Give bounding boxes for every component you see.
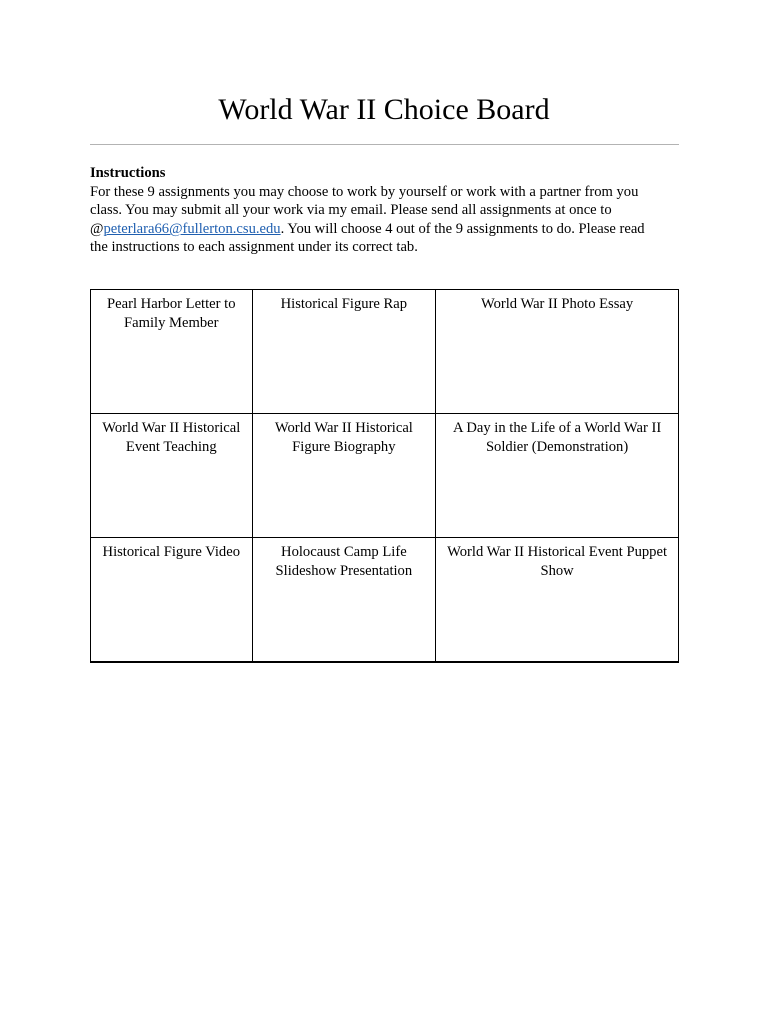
choice-cell: World War II Historical Event Puppet Show — [436, 538, 679, 663]
email-link[interactable]: peterlara66@fullerton.csu.edu — [103, 220, 281, 237]
instructions-heading: Instructions — [90, 165, 166, 181]
choice-board-row — [91, 290, 679, 414]
choice-cell: Pearl Harbor Letter to Family Member — [91, 290, 253, 414]
choice-cell: World War II Historical Figure Biography — [252, 414, 436, 538]
instructions-section — [90, 164, 680, 257]
choice-board-row — [91, 538, 679, 663]
page-title: World War II Choice Board — [218, 93, 550, 126]
choice-board-table — [90, 289, 679, 663]
choice-cell: Historical Figure Video — [91, 538, 253, 663]
email-prefix: @ — [90, 220, 104, 237]
instructions-body — [90, 183, 680, 257]
instructions-line-2: class. You may submit all your work via my email. Please send all assignments at once to — [90, 202, 612, 219]
choice-cell: Historical Figure Rap — [252, 290, 436, 414]
instructions-line-3 — [90, 220, 680, 239]
choice-cell: A Day in the Life of a World War II Soldier (Demonstration) — [436, 414, 679, 538]
choice-cell: World War II Historical Event Teaching — [91, 414, 253, 538]
instructions-line-1: For these 9 assignments you may choose to work by yourself or work with a partner from you — [90, 183, 639, 200]
choice-cell: Holocaust Camp Life Slideshow Presentation — [252, 538, 436, 663]
instructions-line-4: the instructions to each assignment under its correct tab. — [90, 239, 418, 256]
instructions-line-3-suffix: . You will choose 4 out of the 9 assignments to do. Please read — [280, 220, 645, 237]
choice-cell: World War II Photo Essay — [436, 290, 679, 414]
title-divider — [90, 144, 679, 145]
choice-board-row — [91, 414, 679, 538]
